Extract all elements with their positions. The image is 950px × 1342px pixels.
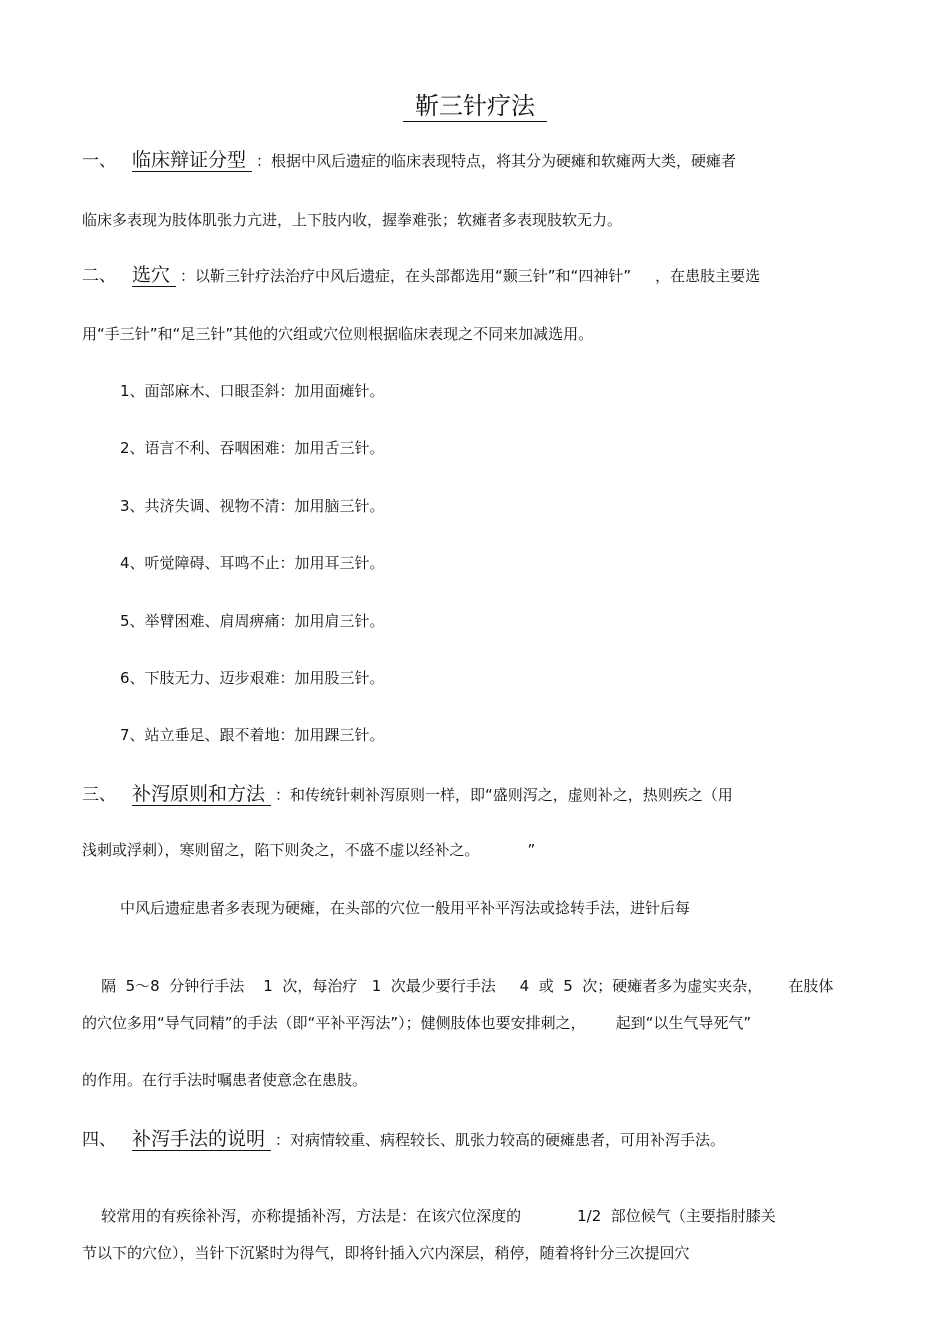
sec3-para2-line1: 中风后遗症患者多表现为硬瘫，在头部的穴位一般用平补平泻法或捻转手法，进针后每 — [120, 899, 691, 917]
sec1-number: 一、 — [82, 151, 116, 171]
doc-title: 靳三针疗法 — [0, 90, 950, 122]
sec2-line2: 用“手三针”和“足三针”其他的穴组或穴位则根据临床表现之不同来加减选用。 — [82, 325, 594, 343]
sec1-text1: ：根据中风后遗症的临床表现特点，将其分为硬瘫和软瘫两大类，硬瘫者 — [256, 152, 737, 170]
sec4-text2a: 较常用的有疾徐补泻，亦称提插补泻，方法是：在该穴位深度的 — [101, 1207, 522, 1225]
sec2-number: 二、 — [82, 266, 116, 286]
list-item: 5、举臂困难、肩周痹痛：加用肩三针。 — [120, 612, 385, 630]
sec2-text1a: ：以靳三针疗法治疗中风后遗症，在头部都选用“颞三针”和“四神针” — [180, 267, 632, 285]
sec3-text1: ：和传统针刺补泻原则一样，即“盛则泻之，虚则补之，热则疾之（用 — [275, 786, 733, 804]
sec2-heading: 选穴 — [132, 264, 176, 287]
list-item: 1、面部麻木、口眼歪斜：加用面瘫针。 — [120, 382, 385, 400]
sec4-number: 四、 — [82, 1130, 116, 1150]
sec3-number: 三、 — [82, 785, 116, 805]
sec1-line1 — [82, 150, 736, 171]
sec3-text2a: 浅刺或浮刺），寒则留之，陷下则灸之，不盛不虚以经补之。 — [82, 841, 480, 859]
list-item: 2、语言不利、吞咽困难：加用舌三针。 — [120, 439, 385, 457]
sec3-para2-line2 — [82, 956, 833, 1016]
sec4-heading: 补泻手法的说明 — [132, 1128, 271, 1151]
sec4-line3: 节以下的穴位），当针下沉紧时为得气，即将针插入穴内深层，稍停，随着将针分三次提回穴 — [82, 1244, 690, 1262]
sec1-heading: 临床辩证分型 — [132, 149, 252, 172]
list-item: 7、站立垂足、跟不着地：加用踝三针。 — [120, 726, 385, 744]
sec4-line1 — [82, 1129, 725, 1150]
sec3-heading: 补泻原则和方法 — [132, 783, 271, 806]
sec4-text1: ：对病情较重、病程较长、肌张力较高的硬瘫患者，可用补泻手法。 — [275, 1131, 726, 1149]
sec3-line1 — [82, 784, 733, 805]
sec2-line1 — [82, 265, 760, 286]
list-item: 6、下肢无力、迈步艰难：加用股三针。 — [120, 669, 385, 687]
sec3-para2-text3b: 起到“以生气导死气” — [615, 1014, 752, 1032]
sec3-para2-text2a: 隔 5～8 分钟行手法 1 次，每治疗 1 次最少要行手法 4 或 5 次；硬瘫者多为虚实夹杂， — [101, 977, 763, 995]
sec3-para2-text3a: 的穴位多用“导气同精”的手法（即“平补平泻法”）；健侧肢体也要安排刺之， — [82, 1014, 586, 1032]
sec3-text2b: ” — [527, 841, 536, 859]
sec4-text2b: 1/2 部位候气（主要指肘膝关 — [577, 1207, 776, 1225]
sec2-text1b: ，在患肢主要选 — [655, 267, 761, 285]
sec1-line2: 临床多表现为肢体肌张力亢进，上下肢内收，握拳难张；软瘫者多表现肢软无力。 — [82, 211, 623, 229]
sec3-para2-line4: 的作用。在行手法时嘱患者使意念在患肢。 — [82, 1071, 368, 1089]
sec3-line2 — [82, 840, 535, 860]
list-item: 3、共济失调、视物不清：加用脑三针。 — [120, 497, 385, 515]
sec3-para2-line3 — [82, 1013, 751, 1033]
sec4-line2 — [82, 1186, 776, 1246]
sec3-para2-text2b: 在肢体 — [788, 977, 834, 995]
list-item: 4、听觉障碍、耳鸣不止：加用耳三针。 — [120, 554, 385, 572]
